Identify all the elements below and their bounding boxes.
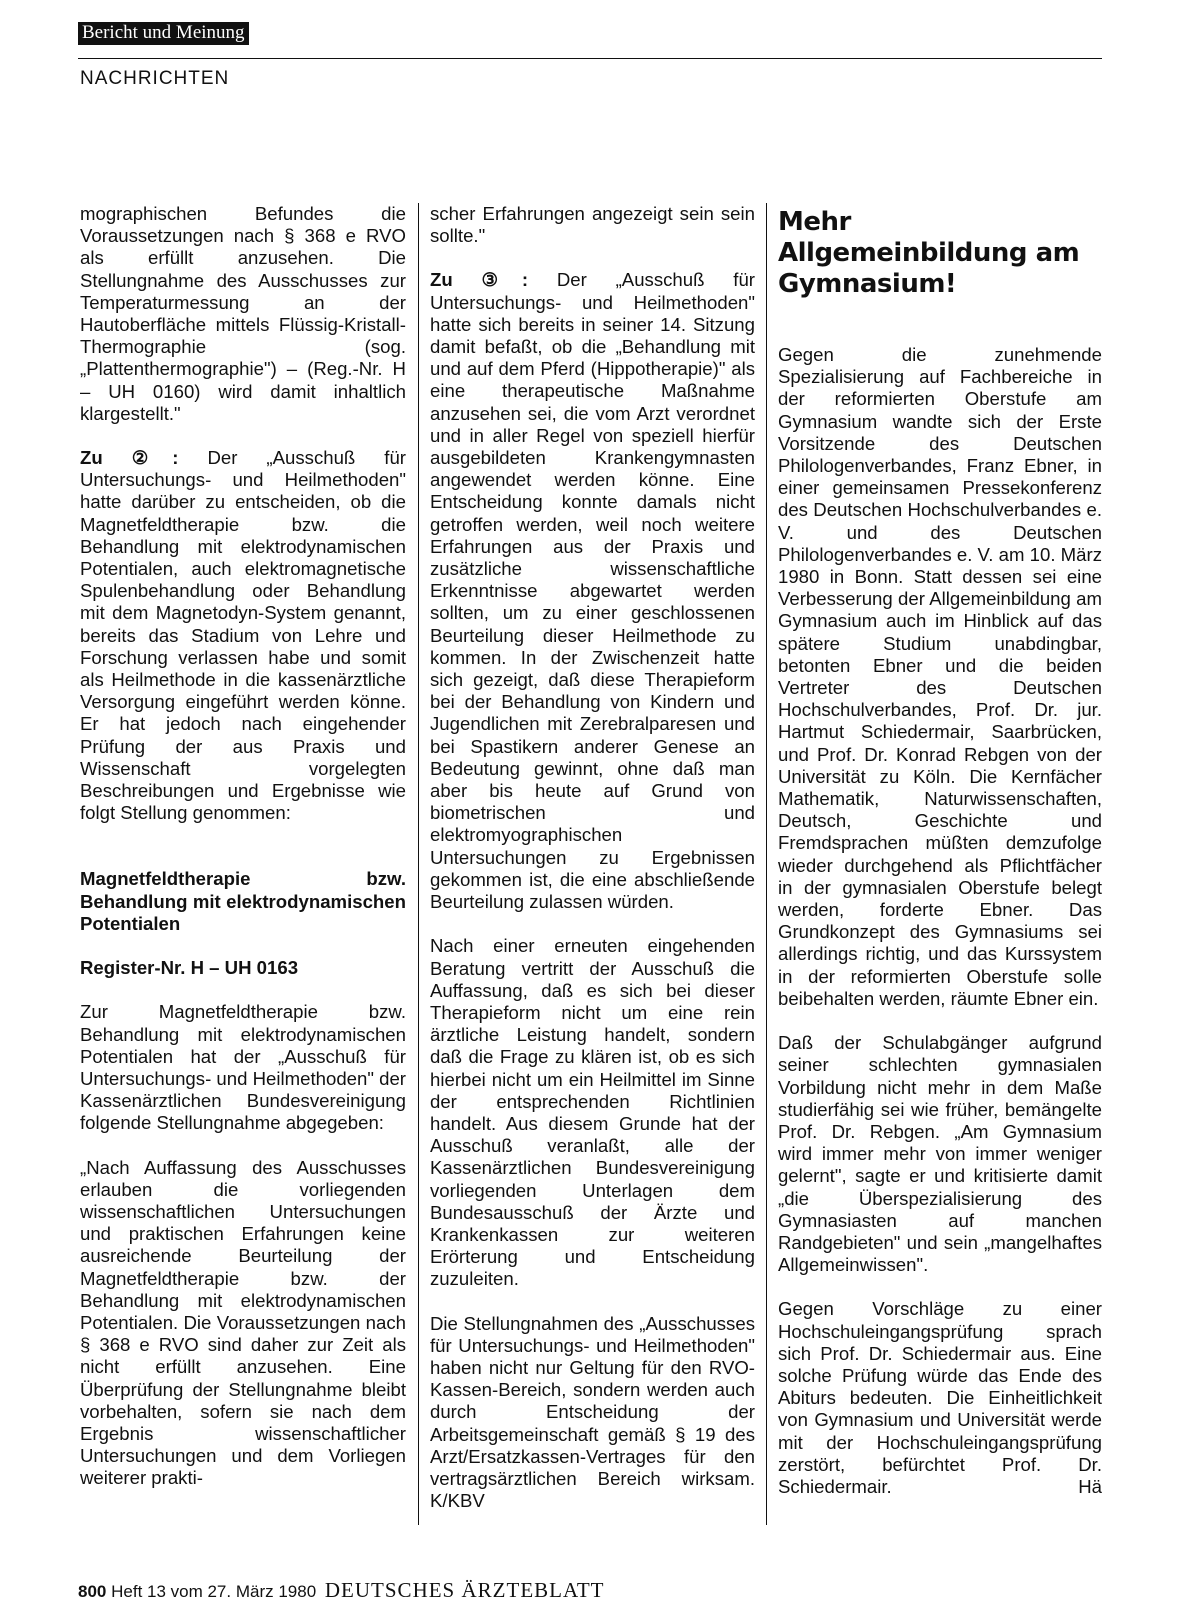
paragraph: mographischen Befundes die Voraussetzungen nach § 368 e RVO als erfüllt anzusehen. Die Stellungnahme des Ausschusses zur Temperaturmessung an der Hautoberfläche mittels Flüssig-Kristall-Thermographie (sog. „Plattenthermographie") – (Reg.-Nr. H – UH 0160) wird damit inhaltlich klargestellt."	[80, 203, 406, 424]
paragraph: Die Stellungnahmen des „Ausschusses für Untersuchungs- und Heilmethoden" haben nicht nur Geltung für den RVO-Kassen-Bereich, sondern werden auch durch Entscheidung der Arbeitsgemeinschaft gemäß § 19 des Arzt/Ersatzkassen-Vertrages für den vertragsärztlichen Bereich wirksam. K/KBV	[430, 1312, 755, 1512]
paragraph: Gegen die zunehmende Spezialisierung auf Fachbereiche in der reformierten Oberstufe am Gymnasium wandte sich der Erste Vorsitzende des Deutschen Philologenverbandes, Franz Ebner, in einer gemeinsamen Pressekonferenz des Deutschen Hochschulverbandes e. V. und des Deutschen Philologenverbandes e. V. am 10. März 1980 in Bonn. Statt dessen sei eine Verbesserung der Allgemeinbildung am Gymnasium auch im Hinblick auf das spätere Studium unabdingbar, betonten Ebner und die beiden Vertreter des Deutschen Hochschulverbandes, Prof. Dr. jur. Hartmut Schiedermair, Saarbrücken, und Prof. Dr. Konrad Rebgen von der Universität zu Köln. Die Kernfächer Mathematik, Naturwissenschaften, Deutsch, Geschichte und Fremdsprachen müßten demzufolge wieder durchgehend als Pflichtfächer in der gymnasialen Oberstufe belegt werden, forderte Ebner. Das Grundkonzept des Gymnasiums sei allerdings richtig, und das Kurssystem in der reformierten Oberstufe solle beibehalten werden, räumte Ebner ein.	[778, 344, 1102, 1009]
paragraph: Daß der Schulabgänger aufgrund seiner schlechten gymnasialen Vorbildung nicht mehr in dem Maße studierfähig sei wie früher, bemängelte Prof. Dr. Rebgen. „Am Gymnasium wird immer mehr von immer weniger gelernt", sagte er und kritisierte damit „die Überspezialisierung des Gymnasiasten auf manchen Randgebieten" und sein „mangelhaftes Allgemeinwissen".	[778, 1032, 1102, 1276]
subheading: Magnetfeldtherapie bzw. Behandlung mit elektrodynamischen Potentialen	[80, 868, 406, 934]
article-headline: Mehr Allgemeinbildung am Gymnasium!	[778, 207, 1080, 299]
issue-info: Heft 13 vom 27. März 1980	[111, 1582, 317, 1601]
header-rule	[78, 58, 1102, 59]
paragraph: Zu ③: Der „Ausschuß für Untersuchungs- und Heilmethoden" hatte sich bereits in seiner 14. Sitzung damit befaßt, ob die „Behandlung mit und auf dem Pferd (Hippotherapie)" als eine therapeutische Maßnahme anzusehen sei, die vom Arzt verordnet und in aller Regel von speziell hierfür ausgebildeten Krankengymnasten angewendet werden könne. Eine Entscheidung konnte damals nicht getroffen werden, weil noch weitere Erfahrungen aus der Praxis und zusätzliche wissenschaftliche Erkenntnisse abgewartet werden sollten, um zu einer geschlossenen Beurteilung dieser Heilmethode zu kommen. In der Zwischenzeit hatte sich gezeigt, daß diese Therapieform bei der Behandlung von Kindern und Jugendlichen mit Zerebralparesen und bei Spastikern anderer Genese an Bedeutung gewinnt, ohne daß man aber bis heute auf Grund von biometrischen und elektromyographischen Untersuchungen zu Ergebnissen gekommen ist, die eine abschließende Beurteilung zulassen würden.	[430, 269, 755, 913]
section-title: NACHRICHTEN	[80, 68, 230, 89]
paragraph: Zu ②: Der „Ausschuß für Untersuchungs- und Heilmethoden" hatte darüber zu entscheiden, ob die Magnetfeldtherapie bzw. die Behandlung mit elektrodynamischen Potentialen, auch elektromagnetische Spulenbehandlung oder Behandlung mit dem Magnetodyn-System genannt, bereits das Stadium von Lehre und Forschung verlassen habe und somit als Heilmethode in die kassenärztliche Versorgung eingeführt werden könne. Er hat jedoch nach eingehender Prüfung der aus Praxis und Wissenschaft vorgelegten Beschreibungen und Ergebnisse wie folgt Stellung genommen:	[80, 447, 406, 824]
paragraph: „Nach Auffassung des Ausschusses erlauben die vorliegenden wissenschaftlichen Untersuchungen und praktischen Erfahrungen keine ausreichende Beurteilung der Magnetfeldtherapie bzw. der Behandlung mit elektrodynamischen Potentialen. Die Voraussetzungen nach § 368 e RVO sind daher zur Zeit als nicht erfüllt anzusehen. Eine Überprüfung der Stellungnahme bleibt vorbehalten, sofern sie nach dem Ergebnis wissenschaftlicher Untersuchungen und dem Vorliegen weiterer prakti-	[80, 1156, 406, 1489]
page-footer	[78, 1578, 604, 1603]
section-badge: Bericht und Meinung	[78, 22, 249, 45]
column-divider-2	[766, 203, 767, 1525]
paragraph-lead: Zu ②:	[80, 447, 179, 469]
register-number: Register-Nr. H – UH 0163	[80, 957, 299, 979]
magazine-title: DEUTSCHES ÄRZTEBLATT	[324, 1578, 605, 1602]
column-3	[778, 207, 1102, 1498]
page-number: 800	[78, 1582, 107, 1601]
paragraph: Zur Magnetfeldtherapie bzw. Behandlung mit elektrodynamischen Potentialen hat der „Ausschuß für Untersuchungs- und Heilmethoden" der Kassenärztlichen Bundesvereinigung folgende Stellungnahme abgegeben:	[80, 1001, 406, 1134]
column-divider-1	[418, 203, 419, 1525]
paragraph: scher Erfahrungen angezeigt sein sein sollte."	[430, 203, 755, 247]
paragraph: Gegen Vorschläge zu einer Hochschuleingangsprüfung sprach sich Prof. Dr. Schiedermair aus. Eine solche Prüfung würde das Ende des Abiturs bedeuten. Die Einheitlichkeit von Gymnasium und Universität werde mit der Hochschuleingangsprüfung zerstört, befürchtet Prof. Dr. Schiedermair. Hä	[778, 1298, 1102, 1497]
column-1	[80, 203, 406, 1490]
paragraph: Nach einer erneuten eingehenden Beratung vertritt der Ausschuß die Auffassung, daß es sich bei dieser Therapieform nicht um eine rein ärztliche Leistung handelt, sondern daß die Frage zu klären ist, ob es sich hierbei nicht um ein Heilmittel im Sinne der entsprechenden Richtlinien handelt. Aus diesem Grunde hat der Ausschuß veranlaßt, alle der Kassenärztlichen Bundesvereinigung vorliegenden Unterlagen dem Bundesausschuß der Ärzte und Krankenkassen zur weiteren Erörterung und Entscheidung zuzuleiten.	[430, 935, 755, 1290]
author-signature: Hä	[1078, 1475, 1102, 1497]
paragraph-lead: Zu ③:	[430, 269, 529, 291]
column-2	[430, 203, 755, 1512]
